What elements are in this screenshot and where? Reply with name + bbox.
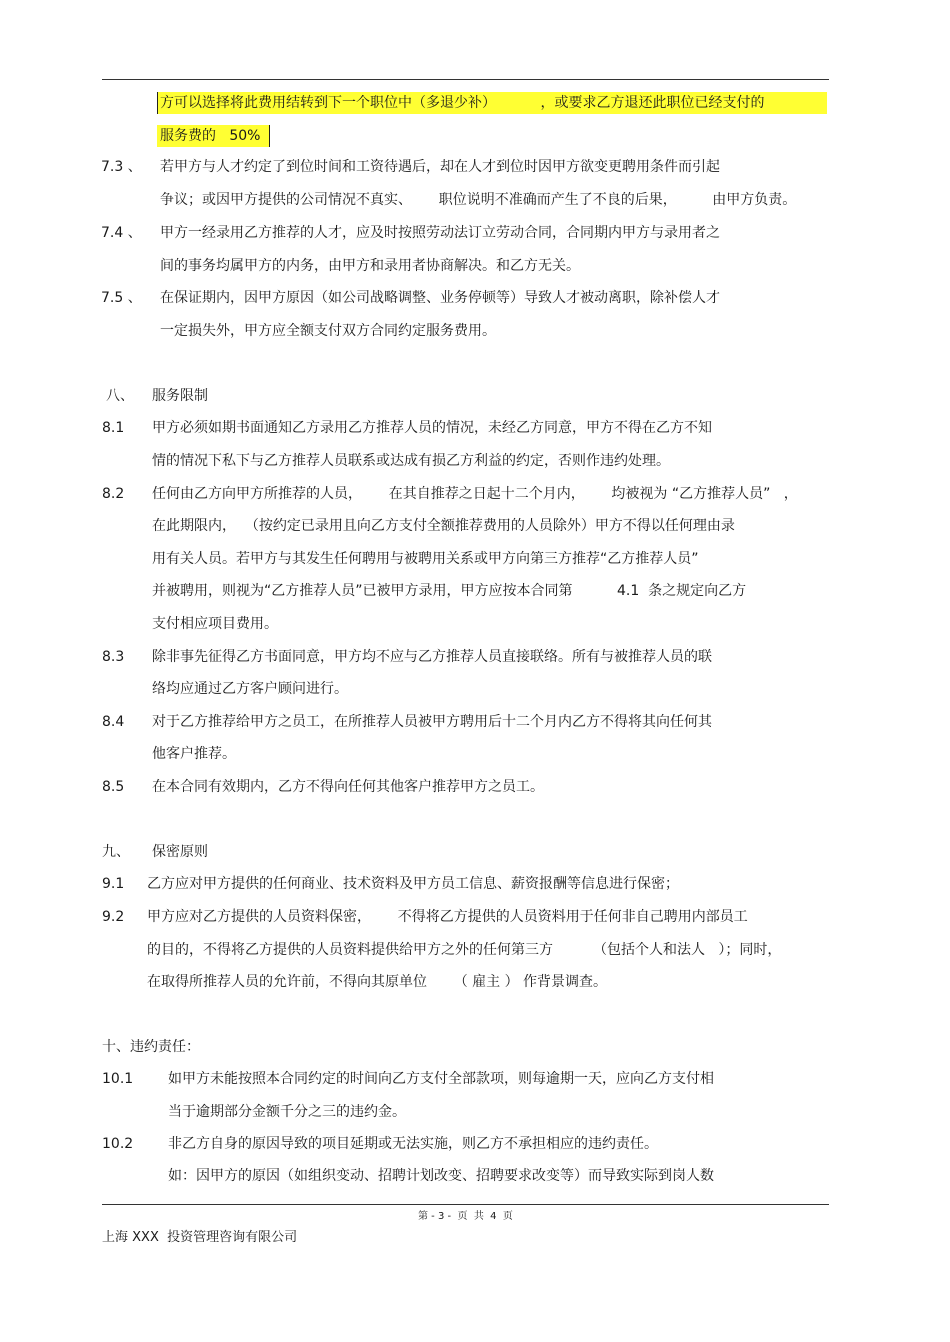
body-line: 用有关人员。若甲方与其发生任何聘用与被聘用关系或甲方向第三方推荐“乙方推荐人员”: [152, 551, 699, 567]
body-line: 在保证期内，因甲方原因（如公司战略调整、业务停顿等）导致人才被动离职，除补偿人才: [160, 290, 720, 306]
section-number: 九、: [102, 844, 130, 860]
body-line: 甲方必须如期书面通知乙方录用乙方推荐人员的情况，未经乙方同意，甲方不得在乙方不知: [152, 420, 712, 436]
page-number: 第 - 3 - 页 共 4 页: [418, 1211, 513, 1222]
body-line: 在本合同有效期内，乙方不得向任何其他客户推荐甲方之员工。: [152, 779, 544, 795]
body-line: 并被聘用，则视为“乙方推荐人员”已被甲方录用，甲方应按本合同第 4.1 条之规定向乙方: [152, 583, 747, 599]
section-number: 八、: [106, 388, 134, 404]
body-line: 如甲方未能按照本合同约定的时间向乙方支付全部款项，则每逾期一天，应向乙方支付相: [168, 1071, 714, 1087]
body-line: 除非事先征得乙方书面同意，甲方均不应与乙方推荐人员直接联络。所有与被推荐人员的联: [152, 649, 712, 665]
body-line: 他客户推荐。: [152, 746, 236, 762]
clause-number: 10.1: [102, 1071, 134, 1087]
body-line: 甲方一经录用乙方推荐的人才，应及时按照劳动法订立劳动合同，合同期内甲方与录用者之: [160, 225, 720, 241]
footer-rule: [102, 1204, 829, 1205]
clause-number: 7.4 、: [101, 225, 142, 241]
clause-number: 9.2: [102, 909, 125, 925]
highlight-edge-1: [157, 92, 158, 114]
body-line: 争议；或因甲方提供的公司情况不真实、 职位说明不准确而产生了不良的后果， 由甲方负责。: [160, 192, 797, 208]
body-line: 服务费的 50%: [160, 128, 261, 144]
body-line: 在取得所推荐人员的允许前，不得向其原单位 （ 雇主 ） 作背景调查。: [147, 974, 608, 990]
body-line: 非乙方自身的原因导致的项目延期或无法实施，则乙方不承担相应的违约责任。: [168, 1136, 658, 1152]
body-line: 支付相应项目费用。: [152, 616, 278, 632]
body-line: 一定损失外，甲方应全额支付双方合同约定服务费用。: [160, 323, 496, 339]
body-line: 方可以选择将此费用结转到下一个职位中（多退少补） ，或要求乙方退还此职位已经支付的: [160, 95, 765, 111]
body-line: 任何由乙方向甲方所推荐的人员， 在其自推荐之日起十二个月内， 均被视为 “乙方推荐人员” ，: [152, 486, 798, 502]
company-name: 上海 XXX 投资管理咨询有限公司: [102, 1230, 298, 1245]
highlight-edge-2: [269, 125, 270, 147]
body-line: 若甲方与人才约定了到位时间和工资待遇后，却在人才到位时因甲方欲变更聘用条件而引起: [160, 159, 720, 175]
clause-number: 9.1: [102, 876, 125, 892]
header-rule: [102, 79, 829, 80]
clause-number: 8.3: [102, 649, 125, 665]
body-line: 甲方应对乙方提供的人员资料保密， 不得将乙方提供的人员资料用于任何非自己聘用内部员工: [147, 909, 748, 925]
clause-number: 7.3 、: [101, 159, 142, 175]
body-line: 间的事务均属甲方的内务，由甲方和录用者协商解决。和乙方无关。: [160, 258, 580, 274]
clause-number: 10.2: [102, 1136, 134, 1152]
section-heading: 服务限制: [152, 388, 208, 404]
section-heading: 十、违约责任：: [102, 1039, 200, 1055]
body-line: 情的情况下私下与乙方推荐人员联系或达成有损乙方利益的约定，否则作违约处理。: [152, 453, 670, 469]
clause-number: 7.5 、: [101, 290, 142, 306]
section-heading: 保密原则: [152, 844, 208, 860]
body-line: 的目的，不得将乙方提供的人员资料提供给甲方之外的任何第三方 （包括个人和法人 ）；同时，: [147, 942, 782, 958]
body-line: 当于逾期部分金额千分之三的违约金。: [168, 1104, 406, 1120]
clause-number: 8.4: [102, 714, 125, 730]
clause-number: 8.2: [102, 486, 125, 502]
body-line: 乙方应对甲方提供的任何商业、技术资料及甲方员工信息、薪资报酬等信息进行保密；: [147, 876, 679, 892]
body-line: 在此期限内， （按约定已录用且向乙方支付全额推荐费用的人员除外）甲方不得以任何理由录: [152, 518, 735, 534]
body-line: 对于乙方推荐给甲方之员工，在所推荐人员被甲方聘用后十二个月内乙方不得将其向任何其: [152, 714, 712, 730]
body-line: 如：因甲方的原因（如组织变动、招聘计划改变、招聘要求改变等）而导致实际到岗人数: [168, 1168, 714, 1184]
body-line: 络均应通过乙方客户顾问进行。: [152, 681, 348, 697]
clause-number: 8.5: [102, 779, 125, 795]
clause-number: 8.1: [102, 420, 125, 436]
